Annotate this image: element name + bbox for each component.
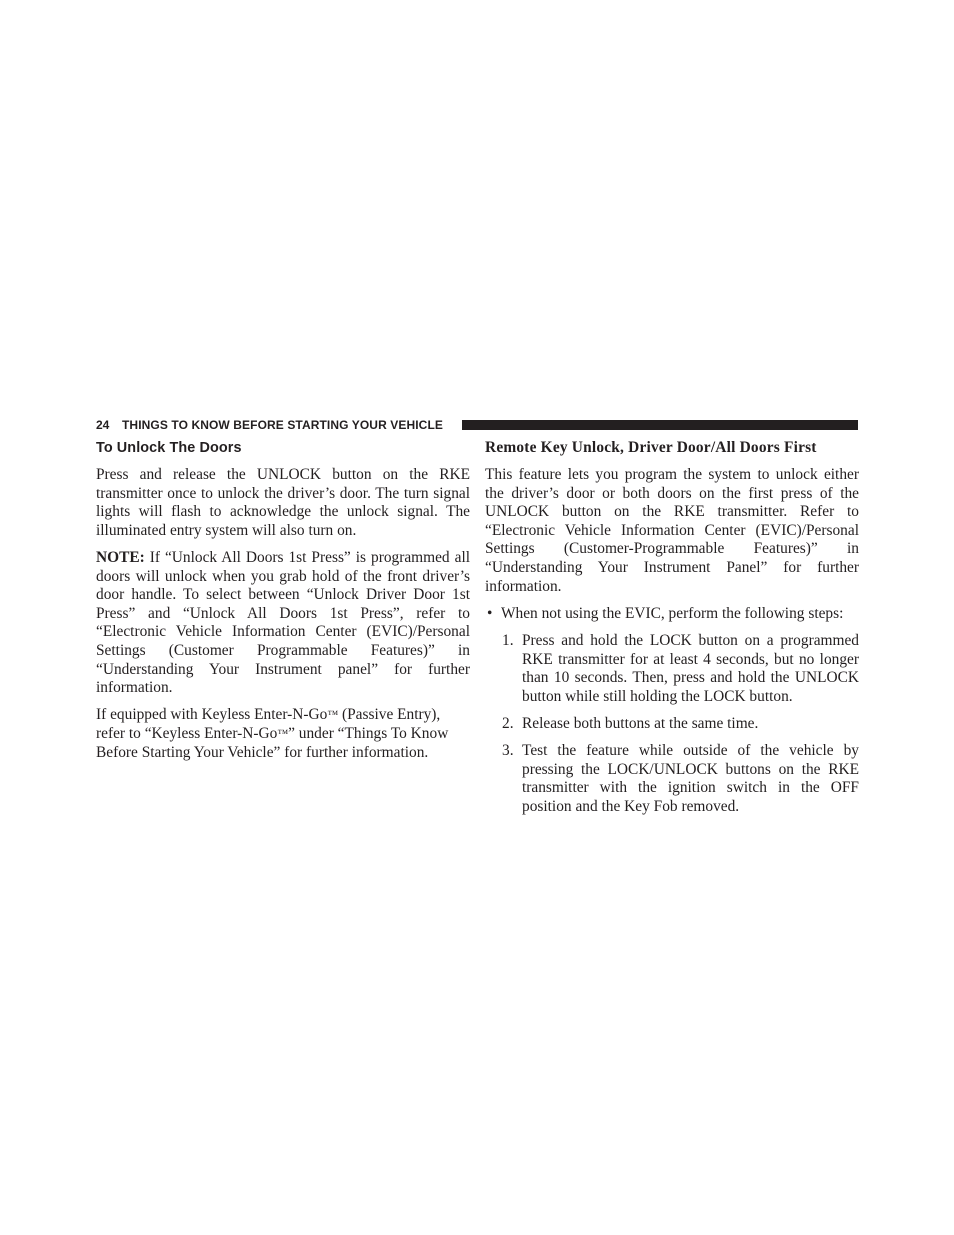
note-text: If “Unlock All Doors 1st Press” is programmed all doors will unlock when you grab hold of the front driver’s door handle. To select between “Unlock Driver Door 1st Press” and “Unlock All Doors 1st Press”, refer to “Electronic Vehicle Information Center (EVIC)/Personal Settings (Customer Programmable Features)” in “Understanding Your Instrument panel” for further information. — [96, 548, 470, 697]
step-text: Release both buttons at the same time. — [522, 714, 759, 732]
note-paragraph — [96, 549, 470, 698]
page-number: 24 — [96, 418, 110, 432]
keyless-paragraph — [96, 706, 470, 762]
step-item — [485, 742, 859, 816]
step-number: 2. — [502, 714, 514, 732]
step-number: 1. — [502, 631, 514, 649]
unlock-doors-paragraph: Press and release the UNLOCK button on the RKE transmitter once to unlock the driver’s door. The turn signal lights will flash to acknowledge the unlock signal. The illuminated entry system will also turn on. — [96, 466, 470, 539]
step-item — [485, 715, 859, 734]
step-text: Test the feature while outside of the vehicle by pressing the LOCK/UNLOCK buttons on the RKE transmitter with the ignition switch in the OFF position and the Key Fob removed. — [522, 742, 859, 815]
steps-list — [485, 632, 859, 817]
unlock-doors-heading: To Unlock The Doors — [96, 440, 242, 456]
step-item — [485, 632, 859, 706]
bullet-item — [485, 605, 859, 624]
keyless-text-1: If equipped with Keyless Enter-N-Go — [96, 706, 328, 724]
section-title: THINGS TO KNOW BEFORE STARTING YOUR VEHICLE — [122, 418, 443, 432]
page-header — [96, 416, 858, 434]
step-text: Press and hold the LOCK button on a programmed RKE transmitter for at least 4 seconds, but no longer than 10 seconds. Then, press and hold the UNLOCK button while still holding the LOCK button. — [522, 631, 859, 705]
remote-key-intro: This feature lets you program the system to unlock either the driver’s door or both doors on the first press of the UNLOCK button on the RKE transmitter. Refer to “Electronic Vehicle Information Center (EVIC)/Personal Settings (Customer-Programmable Features)” in “Understanding Your Instrument Panel” for further information. — [485, 466, 859, 595]
bullet-text: When not using the EVIC, perform the following steps: — [501, 604, 844, 622]
trademark-symbol: ™ — [327, 709, 339, 722]
right-column — [485, 437, 859, 825]
step-number: 3. — [502, 742, 514, 760]
keyless-text-3: ” under “Things To Know Before Starting Your Vehicle” for further information. — [96, 724, 449, 761]
trademark-symbol: ™ — [277, 727, 289, 740]
remote-key-unlock-heading: Remote Key Unlock, Driver Door/All Doors First — [485, 439, 817, 456]
left-column — [96, 437, 470, 771]
header-rule — [462, 420, 858, 430]
keyless-text-2: (Passive Entry), refer to “Keyless Enter-N-Go — [96, 706, 441, 742]
bullet-icon: • — [487, 604, 493, 622]
note-label: NOTE: — [96, 548, 145, 566]
